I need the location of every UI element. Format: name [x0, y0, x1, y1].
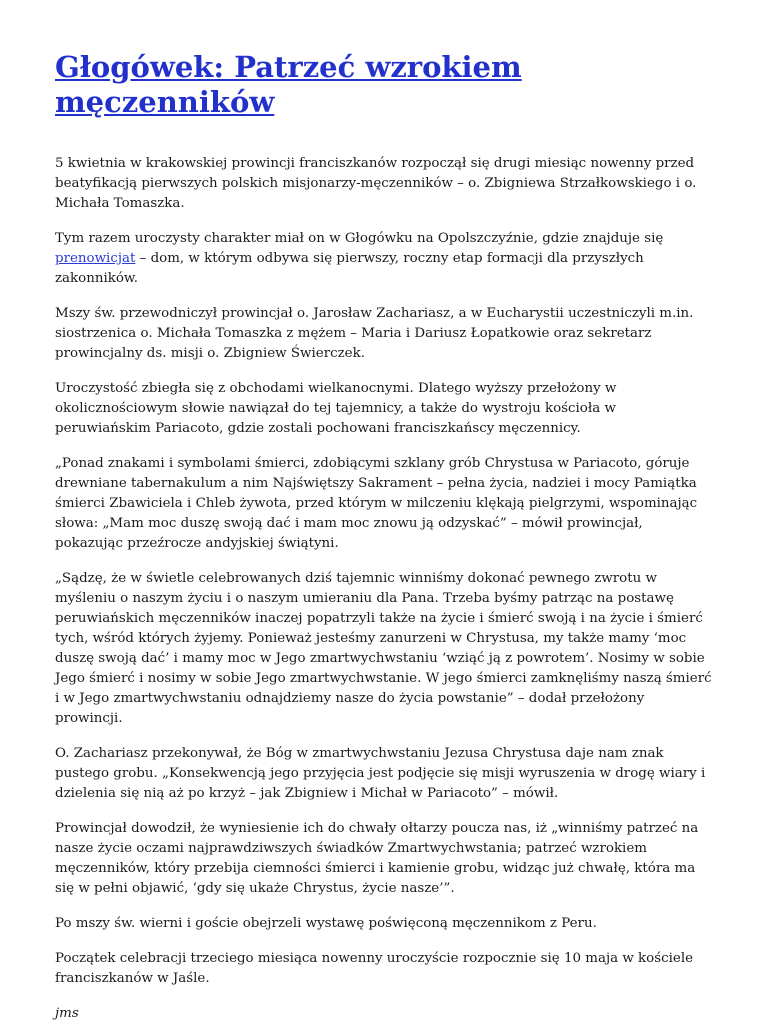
paragraph-5: „Ponad znakami i symbolami śmierci, zdobiącymi szklany grób Chrystusa w Pariacoto, góruje drewniane tabernakulum a nim Najświętszy Sakrament – pełna życia, nadziei i mocy Pamiątka śmierci Zbawiciela i Chleb żywota, przed którym w milczeniu klękają pielgrzymi, wspominając słowa: „Mam moc duszę swoją dać i mam moc znowu ją odzyskać” – mówił prowincjał, pokazując przeźrocze andyjskiej świątyni. [55, 455, 698, 551]
paragraph-6: „Sądzę, że w świetle celebrowanych dziś tajemnic winniśmy dokonać pewnego zwrotu w myśleniu o naszym życiu i o naszym umieraniu dla Pana. Trzeba byśmy patrząc na postawę peruwiańskich męczenników inaczej popatrzyli także na życie i śmierć swoją i na życie i śmierć tych, wśród których żyjemy. Ponieważ jesteśmy zanurzeni w Chrystusa, my także mamy ‘moc duszę swoją dać’ i mamy moc w Jego zmartwychwstaniu ‘wziąć ją z powrotem’. Nosimy w sobie Jego śmierć i nosimy w sobie Jego zmartwychwstanie. W jego śmierci zamknęliśmy naszą śmierć i w Jego zmartwychwstaniu odnajdziemy nasze do życia powstanie” – dodał przełożony prowincji. [55, 570, 712, 726]
paragraph-4: Uroczystość zbiegła się z obchodami wielkanocnymi. Dlatego wyższy przełożony w okolicznościowym słowie nawiązał do tej tajemnicy, a także do wystroju kościoła w peruwiańskim Pariacoto, gdzie zostali pochowani franciszkańscy męczennicy. [55, 380, 617, 436]
article-title-link[interactable]: Głogówek: Patrzeć wzrokiem męczenników [55, 50, 522, 119]
author-signature: jms [55, 1005, 79, 1021]
paragraph-9: Po mszy św. wierni i goście obejrzeli wystawę poświęconą męczennikom z Peru. [55, 915, 597, 931]
paragraph-10: Początek celebracji trzeciego miesiąca nowenny uroczyście rozpocznie się 10 maja w kościele franciszkanów w Jaśle. [55, 950, 694, 986]
article-title [55, 50, 713, 120]
paragraph-1: 5 kwietnia w krakowskiej prowincji franciszkanów rozpoczął się drugi miesiąc nowenny przed beatyfikacją pierwszych polskich misjonarzy-męczenników – o. Zbigniewa Strzałkowskiego i o. Michała Tomaszka. [55, 155, 697, 211]
paragraph-7: O. Zachariasz przekonywał, że Bóg w zmartwychwstaniu Jezusa Chrystusa daje nam znak pustego grobu. „Konsekwencją jego przyjęcia jest podjęcie się misji wyruszenia w drogę wiary i dzielenia się nią aż po krzyż – jak Zbigniew i Michał w Pariacoto” – mówił. [55, 745, 706, 801]
prenowicjat-link[interactable]: prenowicjat [55, 250, 136, 266]
paragraph-2 [55, 229, 713, 289]
paragraph-8: Prowincjał dowodził, że wyniesienie ich do chwały ołtarzy poucza nas, iż „winniśmy patrzeć na nasze życie oczami najprawdziwszych świadków Zmartwychwstania; patrzeć wzrokiem męczenników, który przebija ciemności śmierci i kamienie grobu, widząc już chwałę, która ma się w pełni objawić, ‘gdy się ukaże Chrystus, życie nasze’”. [55, 820, 699, 896]
paragraph-3: Mszy św. przewodniczył prowincjał o. Jarosław Zachariasz, a w Eucharystii uczestniczyli m.in. siostrzenica o. Michała Tomaszka z mężem – Maria i Dariusz Łopatkowie oraz sekretarz prowincjalny ds. misji o. Zbigniew Świerczek. [55, 305, 694, 361]
paragraph-2-text-before: Tym razem uroczysty charakter miał on w Głogówku na Opolszczyźnie, gdzie znajduje się [55, 230, 664, 246]
paragraph-2-text-after: – dom, w którym odbywa się pierwszy, roczny etap formacji dla przyszłych zakonników. [55, 250, 644, 286]
